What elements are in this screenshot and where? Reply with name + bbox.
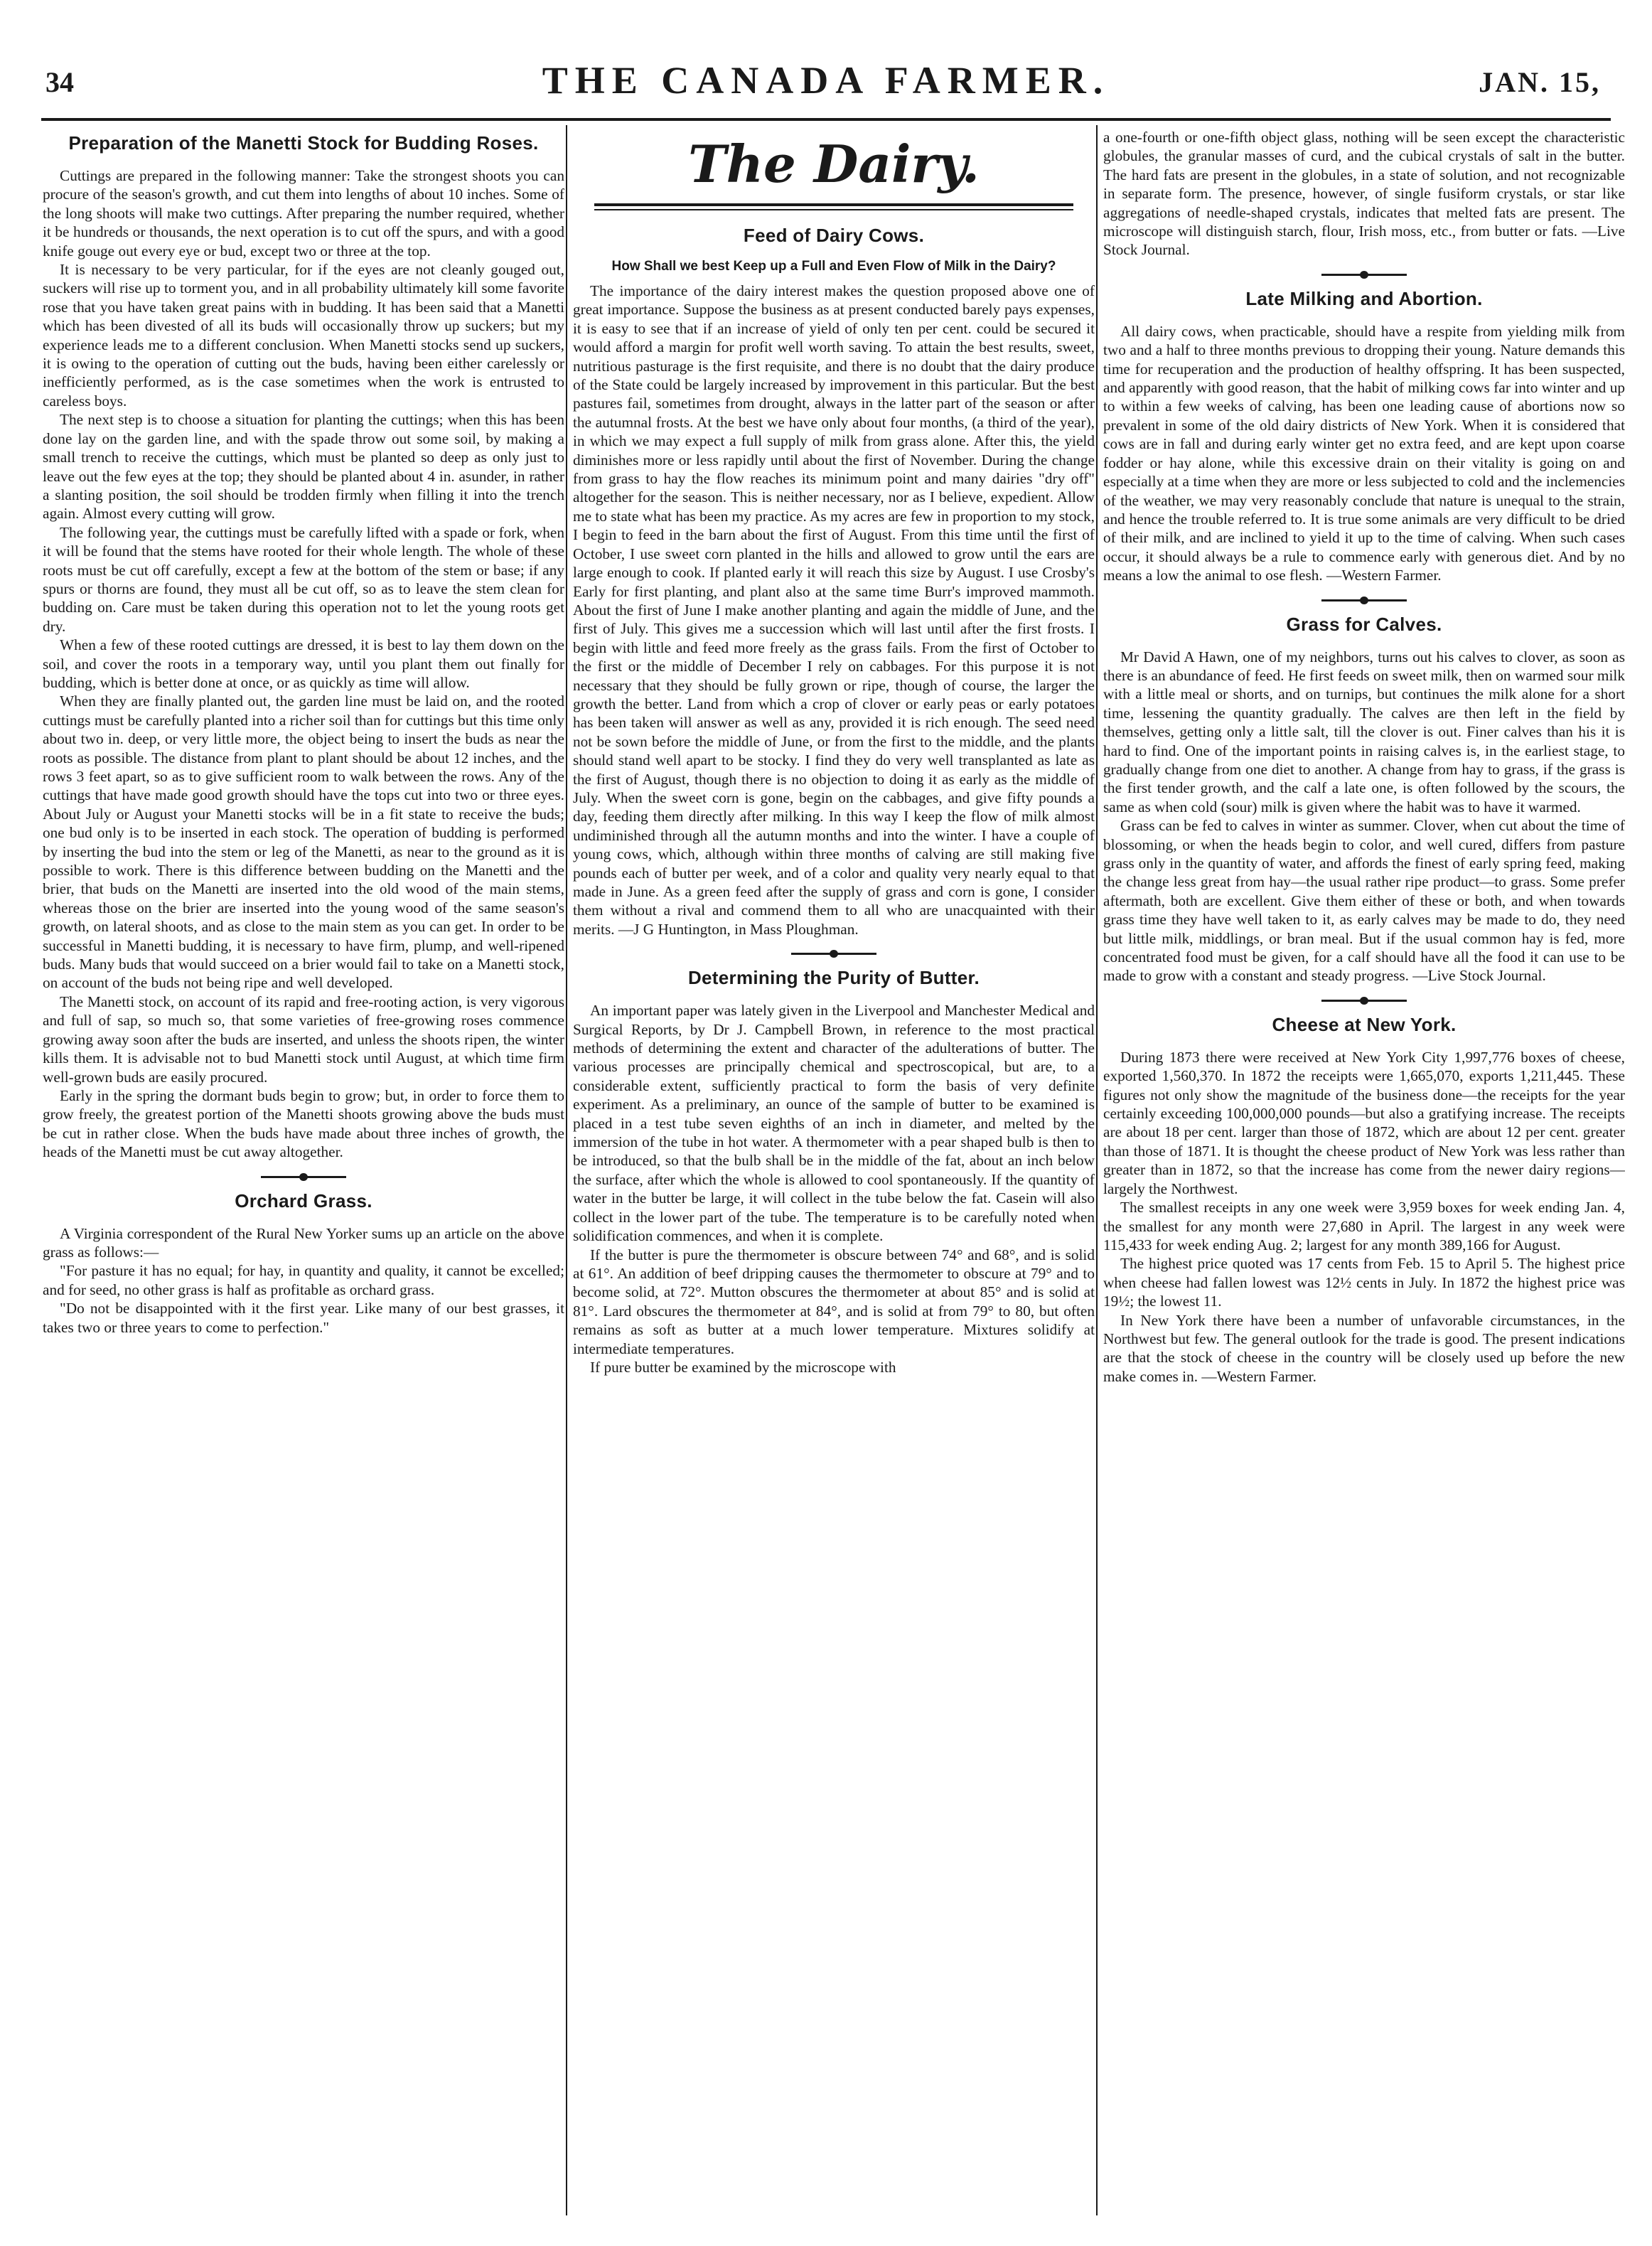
section-separator [1103,993,1625,1008]
paragraph: When they are finally planted out, the garden line must be laid on, and the rooted cuttings must be carefully planted into a richer soil than for cuttings but this time only about two in. deep, or very little more, the object being to insert the buds as near the roots as possible. The distance from plant to plant should be about 12 inches, and the rows 3 feet apart, so as to give sufficient room to walk between the rows. Any of the cuttings that have made good growth should have the tops cut into two or three eyes. About July or August your Manetti stocks will be in a fit state to receive the buds; one bud only is to be inserted in each stock. The operation of budding is performed by inserting the bud into the stem or leg of the Manetti, as near to the ground as it is possible to work. There is this difference between budding on the Manetti and the brier, that buds on the Manetti are inserted into the old wood of the main stems, whereas those on the brier are inserted into the young wood of the same season's growth, on lateral shoots, and as close to the main stem as you can get. In order to be successful in Manetti budding, it is necessary to have firm, plump, and well-ripened buds. Many buds that would succeed on a brier would fail to take on a Manetti stock, on account of the buds not being ripe and well developed. [43,692,564,992]
issue-date: JAN. 15, [1479,66,1601,98]
paragraph: If pure butter be examined by the microscope with [590,1358,896,1376]
article-body-orchard-grass [43,1224,564,1337]
section-separator [573,946,1095,961]
paragraph: Early in the spring the dormant buds begin to grow; but, in order to force them to grow freely, the greatest portion of the Manetti shoots growing above the buds must be cut in rather close. When the buds have made about three inches of growth, the heads of the Manetti must be cut away altogether. [43,1086,564,1161]
column-rule [566,125,567,2215]
paragraph: The smallest receipts in any one week were 3,959 boxes for week ending Jan. 4, the smallest for any month were 27,680 in April. The largest in any week were 115,433 for week ending Aug. 2; largest for any month 389,166 for August. [1103,1199,1625,1253]
article-heading-late-milking: Late Milking and Abortion. [1245,287,1483,309]
column-center [573,128,1095,2225]
paragraph: The highest price quoted was 17 cents from Feb. 15 to April 5. The highest price when cheese had fallen lowest was 12½ cents in July. In 1872 the highest price was 19½; the lowest 11. [1103,1255,1625,1310]
paragraph: "For pasture it has no equal; for hay, in quantity and quality, it cannot be excelled; and for seed, no other grass is half as profitable as orchard grass. [43,1262,564,1298]
article-heading-butter: Determining the Purity of Butter. [687,967,980,989]
paragraph: A Virginia correspondent of the Rural New Yorker sums up an article on the above grass as follows:— [43,1224,564,1261]
paragraph: The following year, the cuttings must be carefully lifted with a spade or fork, when it will be found that the stems have rooted for their whole length. The whole of these roots must be cut off carefully, except a few at the bottom of the stem or base; if any spurs or thorns are found, they must all be cut off, so as to leave the stem clean for budding on. Care must be taken during this operation not to let the young roots get dry. [43,523,564,635]
masthead [0,0,1652,124]
article-heading-feed: Feed of Dairy Cows. [743,225,925,246]
article-subheading-feed: How Shall we best Keep up a Full and Even Flow of Milk in the Dairy? [611,259,1056,274]
section-title-dairy: The Dairy. [688,134,980,194]
paragraph: a one-fourth or one-fifth object glass, nothing will be seen except the characteristic globules, the granular masses of curd, and the cubical crystals of salt in the butter. The hard fats are present in the globules, in a state of solution, and not recognizable in separate form. The presence, however, of single fusiform crystals, or star like aggregations of needle-shaped crystals, indicates that melted fats are present. The microscope will distinguish starch, flour, Irish moss, etc., from butter or fats. —Live Stock Journal. [1103,129,1625,259]
section-separator [43,1169,564,1185]
article-body-cheese [1103,1048,1625,1386]
article-heading-orchard-grass: Orchard Grass. [235,1189,372,1212]
paragraph: During 1873 there were received at New York City 1,997,776 boxes of cheese, exported 1,560,370. In 1872 the receipts were 1,665,070, exports 1,211,445. These figures not only show the magnitude of the business done—the receipts for the year certainly exceeding 100,000,000 pounds—but also a gratifying increase. The receipts are about 18 per cent. larger than those of 1872, which are about 12 per cent. greater than those of 1871. It is thought the cheese product of New York was less rather than greater than in 1872, so that the increase has come from the newer dairy regions—largely the Northwest. [1103,1048,1625,1197]
section-separator [1103,592,1625,608]
masthead-rule [41,118,1611,121]
column-left [43,128,564,2225]
article-body-butter-continued [1103,128,1625,260]
column-rule [1096,125,1098,2215]
paragraph: An important paper was lately given in the Liverpool and Manchester Medical and Surgical Reports, by Dr J. Campbell Brown, in reference to the most practical methods of determining the extent and character of the adulterations of butter. The various processes are principally chemical and spectroscopical, but are, to a considerable extent, sufficiently practical to form the basis of very definite experiment. As a preliminary, an ounce of the sample of butter to be examined is placed in a test tube seven eighths of an inch in diameter, and melted by the immersion of the tube in hot water. A thermometer with a pear shaped bulb is then to be introduced, so that the bulb shall be in the middle of the fat, about an inch below the surface, after which the whole is allowed to cool spontaneously. If the quantity of water in the butter be large, it will collect in the tube below the fat. Casein will also collect in the lower part of the tube. The temperature is to be carefully noted when solidification commences, and when it is complete. [573,1002,1095,1245]
paragraph: The importance of the dairy interest makes the question proposed above one of great importance. Suppose the business as at present conducted barely pays expenses, it is easy to see that if an increase of yield of only ten per cent. could be secured it would afford a margin for profit well worth saving. To attain the best results, sweet, nutritious pasturage is the first requisite, and there is no doubt that the dairy produce of the State could be largely increased by improvement in this particular. But the best pastures fail, sometimes from drought, always in the latter part of the season or after the autumnal frosts. At the best we have only about four months, (a third of the year), in which we may expect a full supply of milk from grass alone. After this, the yield diminishes more or less rapidly until about the first of November. During the change from grass to hay the flow reaches its minimum point and many dairies "dry off" altogether for the season. This is neither necessary, nor as I believe, expedient. Allow me to state what has been my practice. As my acres are few in proportion to my stock, I begin to feed in the barn about the first of August. From this time until the first of October, I use sweet corn planted in the hills and allowed to grow until the ears are large enough to cook. If planted early it will reach this size by August. I use Crosby's Early for first planting, and plant also at the same time Burr's improved mammoth. About the first of June I make another planting and again the middle of June, and the first of July. This gives me a succession which will last until after the first frosts. I begin with little and feed more freely as the grass fails. From the first of October to the first or the middle of December I rely on cabbages. For this purpose it is not necessary that they should be fully grown or ripe, though of course, the larger the growth the better. Land from which a crop of clover or early peas or early potatoes has been taken will answer as well as any, provided it is rich enough. The seed need not be sown before the middle of June, or from the first to the middle, and the plants should stand well apart to be stocky. I find they do very well transplanted as late as the first of August, though there is no objection to doing it as early as the middle of July. When the sweet corn is gone, begin on the cabbages, and give fifty pounds a day, feeding them directly after milking. In this way I keep the flow of milk almost undiminished through all the autumn months and into the winter. I have a couple of young cows, which, although within three months of calving are still making five pounds each of butter per week, and of a color and quality very nearly equal to that made in June. As a green feed after the supply of grass and corn is gone, I consider them without a rival and commend them to all who are unacquainted with their merits. —J G Huntington, in Mass Ploughman. [573,282,1095,938]
paragraph: If the butter is pure the thermometer is obscure between 74° and 68°, and is solid at 61°. An addition of beef dripping causes the thermometer to obscure at 79° and to become solid, at 72°. Mutton obscures the thermometer at about 85° and is solid at 81°. Lard obscures the thermometer at 84°, and is solid at from 79° to 80, but often remains as soft as butter at a much lower temperature. Mixtures solidify at intermediate temperatures. [573,1246,1095,1357]
article-body-feed [573,282,1095,938]
paragraph: It is necessary to be very particular, for if the eyes are not cleanly gouged out, suckers will rise up to torment you, and in all probability ultimately kill some favorite rose that you have taken great pains with in budding. It has been said that a Manetti which has been divested of all its buds will occasionally throw up suckers; but my experience leads me to a different conclusion. When Manetti stocks send up suckers, it is owing to the operation of cutting out the buds, having been either carelessly or inefficiently performed, as is the case sometimes when the work is entrusted to careless boys. [43,261,564,410]
paragraph: Grass can be fed to calves in winter as summer. Clover, when cut about the time of blossoming, or when the heads begin to color, and well cured, differs from pasture grass only in the quantity of water, and affords the finest of early spring feed, making the change less great from hay—the usual rather ripe product—to grass. Some prefer aftermath, both are excellent. Give them either of these or both, and when towards grass time they have well taken to it, as early calves may be made to do, they need but little milk, middlings, or bran meal. But if the usual common hay is fed, more concentrated food must be given, for a calf should have all the food it can use to be made to grow with a constant and steady progress. —Live Stock Journal. [1103,817,1625,985]
section-separator [1103,267,1625,282]
article-body-calves [1103,648,1625,985]
section-title-rule [594,203,1073,210]
article-body-late-milking [1103,322,1625,585]
article-heading-cheese: Cheese at New York. [1272,1013,1457,1035]
article-heading-calves: Grass for Calves. [1286,613,1442,635]
paragraph: When a few of these rooted cuttings are dressed, it is best to lay them down on the soil, and cover the roots in a temporary way, until you plant them out finally for budding, which is better done at once, or as quickly as time will allow. [43,636,564,691]
article-body-manetti [43,166,564,1162]
article-heading-manetti: Preparation of the Manetti Stock for Budding Roses. [68,132,539,154]
paragraph: The next step is to choose a situation for planting the cuttings; when this has been done lay on the garden line, and with the spade throw out some soil, by making a small trench to receive the cuttings, which must be planted so deep as only just to leave out the few eyes at the top; they should be planted about 4 in. asunder, in rather a slanting position, the soil should be trodden firmly when filling it into the trench again. Almost every cutting will grow. [43,411,564,523]
newspaper-title: THE CANADA FARMER. [542,59,1110,102]
column-right [1103,128,1625,2225]
paragraph: All dairy cows, when practicable, should have a respite from yielding milk from two and a half to three months previous to dropping their young. Nature demands this time for recuperation and the production of healthy offspring. It has been suspected, and apparently with good reason, that the habit of milking cows far into winter and up to within a few weeks of calving, has been one leading cause of abortions now so prevalent in some of the old dairy districts of New York. When it is considered that cows are in fall and during early winter get no extra feed, and are kept upon coarse fodder or hay alone, while this excessive drain on their vitality is going on and especially at a time when they are more or less subjected to cold and the inclemencies of the weather, we may very reasonably conclude that nature is unequal to the strain, and hence the trouble referred to. It is true some animals are very difficult to be dried of their milk, and are inclined to yield it up to the time of calving. When such cases occur, it should always be a rule to commence early with generous diet. And by no means a low the animal to ose flesh. —Western Farmer. [1103,322,1625,584]
paragraph: "Do not be disappointed with it the first year. Like many of our best grasses, it takes two or three years to come to perfection." [43,1300,564,1336]
paragraph: Cuttings are prepared in the following manner: Take the strongest shoots you can procure of the season's growth, and cut them into lengths of about 10 inches. Some of the long shoots will make two cuttings. After preparing the number required, whether it be hundreds or thousands, the next operation is to cut off the spurs, and with a good knife gouge out every eye or bud, except two or three at the top. [43,167,564,260]
paragraph: In New York there have been a number of unfavorable circumstances, in the Northwest but few. The general outlook for the trade is good. The present indications are that the stock of cheese in the country will be closely used up before the new make comes in. —Western Farmer. [1103,1311,1625,1385]
article-body-butter [573,1001,1095,1376]
paragraph: Mr David A Hawn, one of my neighbors, turns out his calves to clover, as soon as there is an abundance of feed. He first feeds on sweet milk, then on warmed sour milk with a little meal or shorts, and on turnips, but continues the milk alone for a short time, lessening the quantity gradually. The calves are then left in the field by themselves, getting only a little salt, till the clover is out. Finer calves than his it is hard to find. One of the important points in raising calves is, in the earliest stage, to gradually change from one diet to another. A change from hay to grass, if the grass is the first tender growth, and the calf a late one, is often followed by the scours, the same as when cold (sour) milk is given where the habit was to have it warmed. [1103,648,1625,815]
page-number: 34 [45,66,74,98]
paragraph: The Manetti stock, on account of its rapid and free-rooting action, is very vigorous and full of sap, so much so, that some varieties of free-growing roses commence growing away soon after the buds are inserted, and unless the shoots ripen, the winter kills them. It is advisable not to bud Manetti stock until August, at which time firm well-grown buds are easily procured. [43,993,564,1086]
